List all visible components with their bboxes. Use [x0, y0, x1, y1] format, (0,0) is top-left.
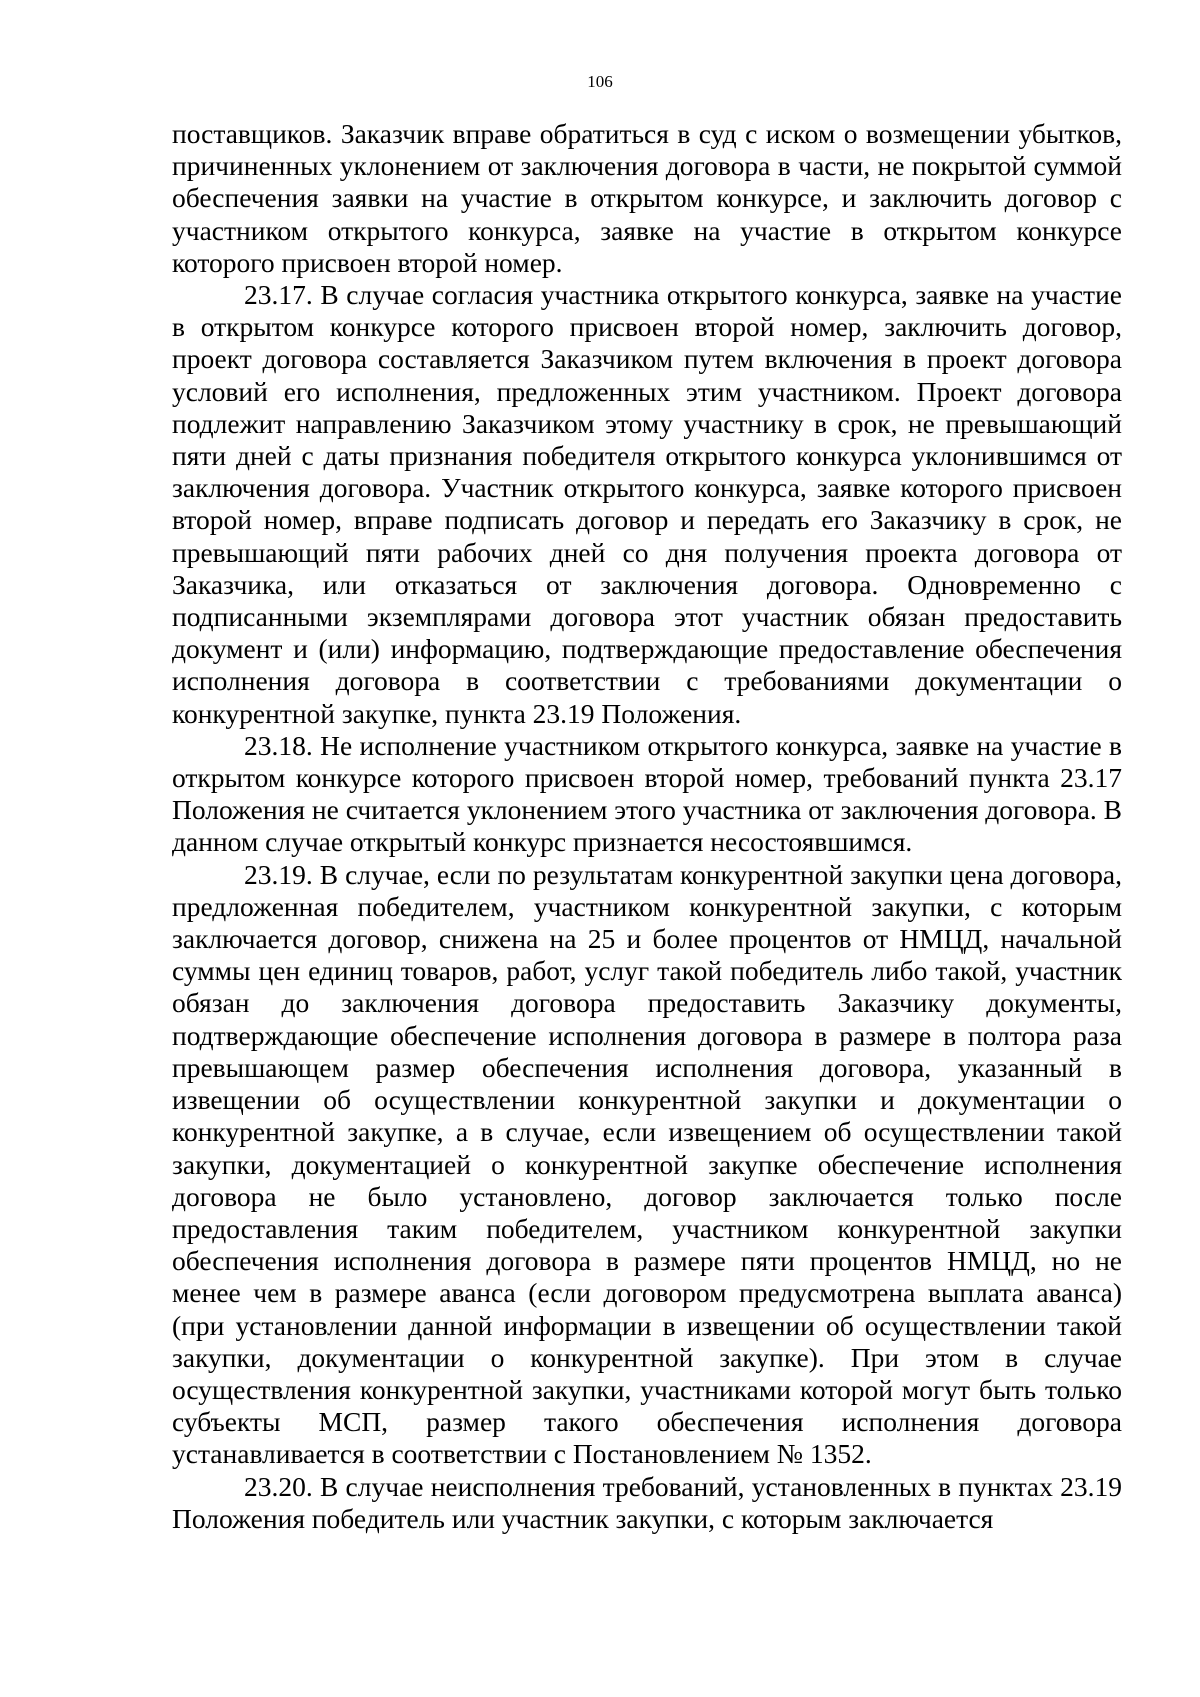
paragraph-continuation: поставщиков. Заказчик вправе обратиться в суд с иском о возмещении убытков, причиненных уклонением от заключения договора в части, не покрытой суммой обеспечения заявки на участие в открытом конкурсе, и заключить договор с участником открытого конкурса, заявке на участие в открытом конкурсе которого присвоен второй номер. [172, 118, 1122, 278]
paragraph-23-20: 23.20. В случае неисполнения требований, установленных в пунктах 23.19 Положения победитель или участник закупки, с которым заключается [172, 1470, 1122, 1534]
page-number: 106 [587, 72, 613, 91]
paragraph-23-19: 23.19. В случае, если по результатам конкурентной закупки цена договора, предложенная победителем, участником конкурентной закупки, с которым заключается договор, снижена на 25 и более процентов от НМЦД, начальной суммы цен единиц товаров, работ, услуг такой победитель либо такой, участник обязан до заключения договора предоставить Заказчику документы, подтверждающие обеспечение исполнения договора в размере в полтора раза превышающем размер обеспечения исполнения договора, указанный в извещении об осуществлении конкурентной закупки и документации о конкурентной закупке, а в случае, если извещением об осуществлении такой закупки, документацией о конкурентной закупке обеспечение исполнения договора не было установлено, договор заключается только после предоставления таким победителем, участником конкурентной закупки обеспечения исполнения договора в размере пяти процентов НМЦД, но не менее чем в размере аванса (если договором предусмотрена выплата аванса) (при установлении данной информации в извещении об осуществлении такой закупки, документации о конкурентной закупке). При этом в случае осуществления конкурентной закупки, участниками которой могут быть только субъекты МСП, размер такого обеспечения исполнения договора устанавливается в соответствии с Постановлением № 1352. [172, 858, 1122, 1470]
paragraph-23-17: 23.17. В случае согласия участника открытого конкурса, заявке на участие в открытом конкурсе которого присвоен второй номер, заключить договор, проект договора составляется Заказчиком путем включения в проект договора условий его исполнения, предложенных этим участником. Проект договора подлежит направлению Заказчиком этому участнику в срок, не превышающий пяти дней с даты признания победителя открытого конкурса уклонившимся от заключения договора. Участник открытого конкурса, заявке которого присвоен второй номер, вправе подписать договор и передать его Заказчику в срок, не превышающий пяти рабочих дней со дня получения проекта договора от Заказчика, или отказаться от заключения договора. Одновременно с подписанными экземплярами договора этот участник обязан предоставить документ и (или) информацию, подтверждающие предоставление обеспечения исполнения договора в соответствии с требованиями документации о конкурентной закупке, пункта 23.19 Положения. [172, 279, 1122, 729]
document-body [172, 118, 1122, 1535]
paragraph-23-18: 23.18. Не исполнение участником открытого конкурса, заявке на участие в открытом конкурсе которого присвоен второй номер, требований пункта 23.17 Положения не считается уклонением этого участника от заключения договора. В данном случае открытый конкурс признается несостоявшимся. [172, 729, 1122, 858]
